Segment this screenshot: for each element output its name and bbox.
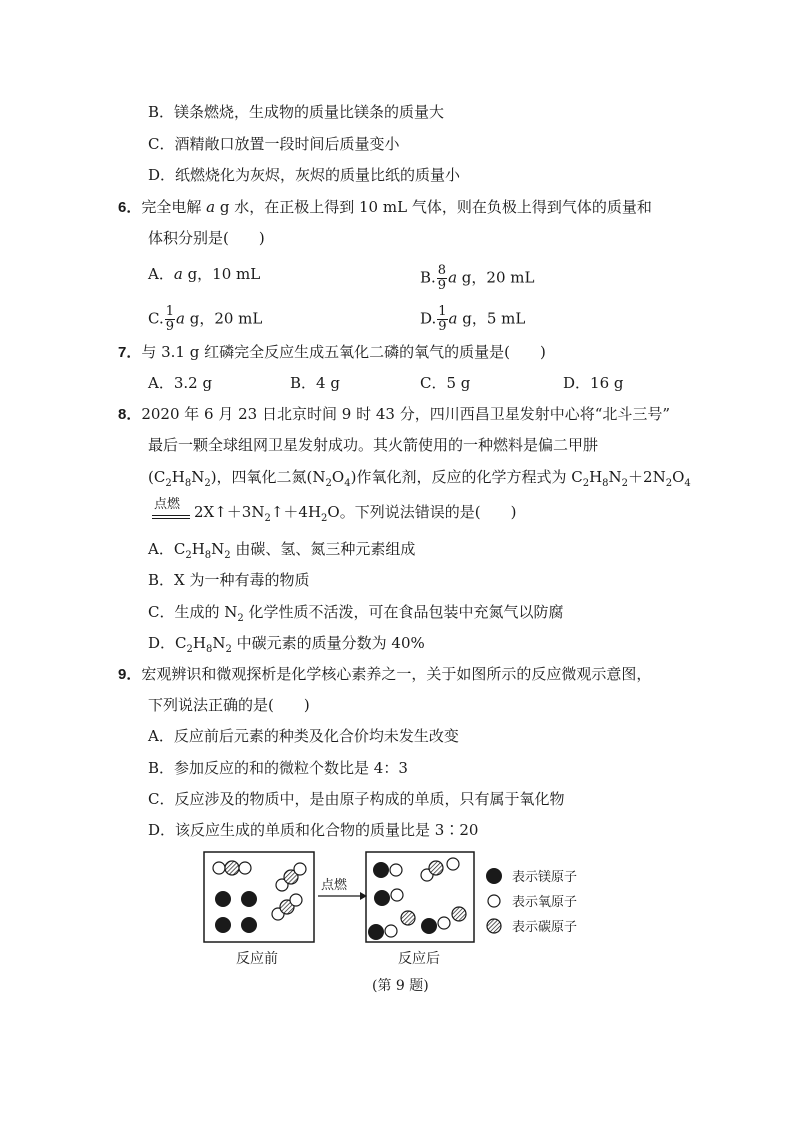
q6-stem-line1: 6．完全电解 a g 水，在正极上得到 10 mL 气体，则在负极上得到气体的质量和 <box>118 198 652 216</box>
q6-option-b: B. $\frac{8}{9}$ a g，20 mL <box>420 263 535 293</box>
magnesium-atom <box>241 891 257 907</box>
q7-option-a: A．3.2 g <box>148 374 213 392</box>
oxygen-atom <box>390 864 402 876</box>
oxygen-atom <box>391 889 403 901</box>
oxygen-atom <box>213 862 225 874</box>
carbon-atom <box>225 861 239 875</box>
q5-option-c: C．酒精敞口放置一段时间后质量变小 <box>148 135 400 153</box>
q9-option-c: C．反应涉及的物质中，是由原子构成的单质，只有属于氧化物 <box>148 790 565 808</box>
legend-carbon-label: 表示碳原子 <box>512 920 578 935</box>
magnesium-atom <box>215 917 231 933</box>
legend-oxygen-label: 表示氧原子 <box>512 895 578 910</box>
q6-option-a: A．a g，10 mL <box>148 265 261 283</box>
oxygen-atom <box>290 894 302 906</box>
q5-option-d: D．纸燃烧化为灰烬，灰烬的质量比纸的质量小 <box>148 166 461 184</box>
q6-option-d: D. $\frac{1}{9}$ a g，5 mL <box>420 304 526 334</box>
figure-caption: (第 9 题) <box>372 978 429 994</box>
legend-oxygen-icon <box>488 895 500 907</box>
q8-option-b: B．X 为一种有毒的物质 <box>148 571 310 589</box>
q6-stem-line2: 体积分别是( ) <box>148 229 265 247</box>
legend-magnesium-label: 表示镁原子 <box>512 870 578 885</box>
arrow-condition-label: 点燃 <box>321 878 348 893</box>
magnesium-atom <box>215 891 231 907</box>
q9-number: 9． <box>118 666 142 683</box>
carbon-atom <box>452 907 466 921</box>
q8-number: 8． <box>118 406 142 423</box>
q7-stem: 7．与 3.1 g 红磷完全反应生成五氧化二磷的氧气的质量是( ) <box>118 343 546 361</box>
q5-option-b: B．镁条燃烧，生成物的质量比镁条的质量大 <box>148 103 445 121</box>
carbon-atom <box>429 861 443 875</box>
magnesium-atom <box>241 917 257 933</box>
q8-stem-line3: $(C_2H_8N_2)$，四氧化二氮$(N_2O_4)$作氧化剂，反应的化学方程式为 $C_2H_8N_2+2N_2O_4$ <box>148 468 691 489</box>
q9-option-a: A．反应前后元素的种类及化合价均未发生改变 <box>148 727 459 745</box>
fraction: $\frac{8}{9}$ <box>437 263 447 293</box>
oxygen-atom <box>385 925 397 937</box>
magnesium-atom <box>373 862 389 878</box>
q7-option-d: D．16 g <box>563 374 624 392</box>
oxygen-atom <box>447 858 459 870</box>
q8-option-d: D．$C_2H_8N_2$ 中碳元素的质量分数为 40% <box>148 634 425 655</box>
magnesium-atom <box>368 924 384 940</box>
box-after-label: 反应后 <box>398 951 440 967</box>
legend-magnesium-icon <box>486 868 502 884</box>
q8-stem-line4: 点燃 $2X↑+3N_2↑+4H_2O$。下列说法错误的是( ) <box>154 497 517 524</box>
q9-stem-line1: 9．宏观辨识和微观探析是化学核心素养之一，关于如图所示的反应微观示意图， <box>118 665 652 683</box>
q8-stem-line2: 最后一颗全球组网卫星发射成功。其火箭使用的一种燃料是偏二甲肼 <box>148 436 599 454</box>
q9-option-d: D．该反应生成的单质和化合物的质量比是 3∶20 <box>148 821 479 839</box>
q8-option-c: C．生成的 $N_2$ 化学性质不活泼，可在食品包装中充氮气以防腐 <box>148 603 564 624</box>
magnesium-atom <box>374 890 390 906</box>
reaction-condition-equals: 点燃 <box>152 503 190 523</box>
oxygen-atom <box>438 917 450 929</box>
magnesium-atom <box>421 918 437 934</box>
fraction: $\frac{1}{9}$ <box>165 304 174 334</box>
q6-number: 6． <box>118 199 142 216</box>
box-before-label: 反应前 <box>236 951 278 967</box>
q6-option-c: C. $\frac{1}{9}$ a g，20 mL <box>148 304 263 334</box>
oxygen-atom <box>294 863 306 875</box>
reaction-micro-diagram <box>200 848 600 948</box>
q7-number: 7． <box>118 344 142 361</box>
q9-stem-line2: 下列说法正确的是( ) <box>148 696 310 714</box>
q7-option-c: C．5 g <box>420 374 471 392</box>
oxygen-atom <box>239 862 251 874</box>
q8-option-a: A．$C_2H_8N_2$ 由碳、氢、氮三种元素组成 <box>148 540 416 561</box>
fraction: $\frac{1}{9}$ <box>438 304 447 334</box>
q9-option-b: B．参加反应的和的微粒个数比是 4：3 <box>148 759 408 777</box>
legend-carbon-icon <box>487 919 501 933</box>
q7-option-b: B．4 g <box>290 374 340 392</box>
carbon-atom <box>401 911 415 925</box>
q8-stem-line1: 8．2020 年 6 月 23 日北京时间 9 时 43 分，四川西昌卫星发射中心将“北斗三号” <box>118 405 671 423</box>
